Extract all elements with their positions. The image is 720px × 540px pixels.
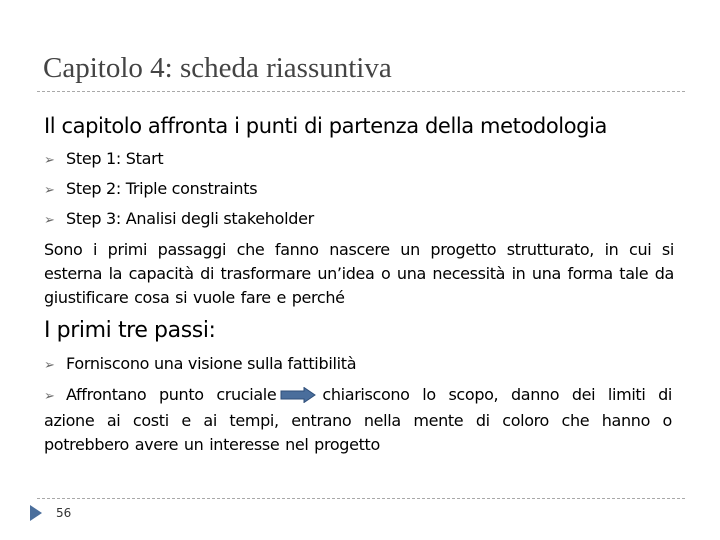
summary-paragraph: Sono i primi passaggi che fanno nascere un progetto strutturato, in cui si esterna la capacità di trasformare un’idea o una necessità in una forma tale da giustificare cosa si vuole fare e perché [44, 240, 674, 307]
page-marker-icon [30, 505, 42, 521]
section-heading-methodology: Il capitolo affronta i punti di partenza della metodologia [44, 114, 608, 138]
bullet-point-crucial-text-a: Affrontano punto cruciale [66, 385, 277, 404]
bullet-point-crucial [44, 383, 672, 457]
arrowhead-bullet-icon: ➢ [44, 183, 55, 198]
bullet-step-2 [44, 179, 257, 198]
bullet-step-1 [44, 149, 163, 168]
slide-title: Capitolo 4: scheda riassuntiva [43, 52, 392, 84]
bullet-point-crucial-text-b: chiariscono lo scopo, danno dei limiti di azione ai costi e ai tempi, entrano nella mente di coloro che hanno o potrebbero avere un interesse nel progetto [44, 385, 672, 454]
bullet-step-3-text: Step 3: Analisi degli stakeholder [66, 209, 314, 228]
arrowhead-bullet-icon: ➢ [44, 358, 55, 373]
arrowhead-bullet-icon: ➢ [44, 213, 55, 228]
bullet-point-feasibility-text: Forniscono una visione sulla fattibilità [66, 354, 357, 373]
footer-divider [37, 498, 685, 499]
bullet-step-2-text: Step 2: Triple constraints [66, 179, 258, 198]
bullet-step-1-text: Step 1: Start [66, 149, 164, 168]
page-number: 56 [56, 506, 72, 520]
arrowhead-bullet-icon: ➢ [44, 153, 55, 168]
right-arrow-icon [280, 386, 316, 402]
title-divider [37, 91, 685, 92]
section-heading-first-steps: I primi tre passi: [44, 318, 216, 343]
bullet-step-3 [44, 209, 314, 228]
bullet-point-feasibility [44, 354, 356, 373]
arrowhead-bullet-icon: ➢ [44, 389, 55, 404]
